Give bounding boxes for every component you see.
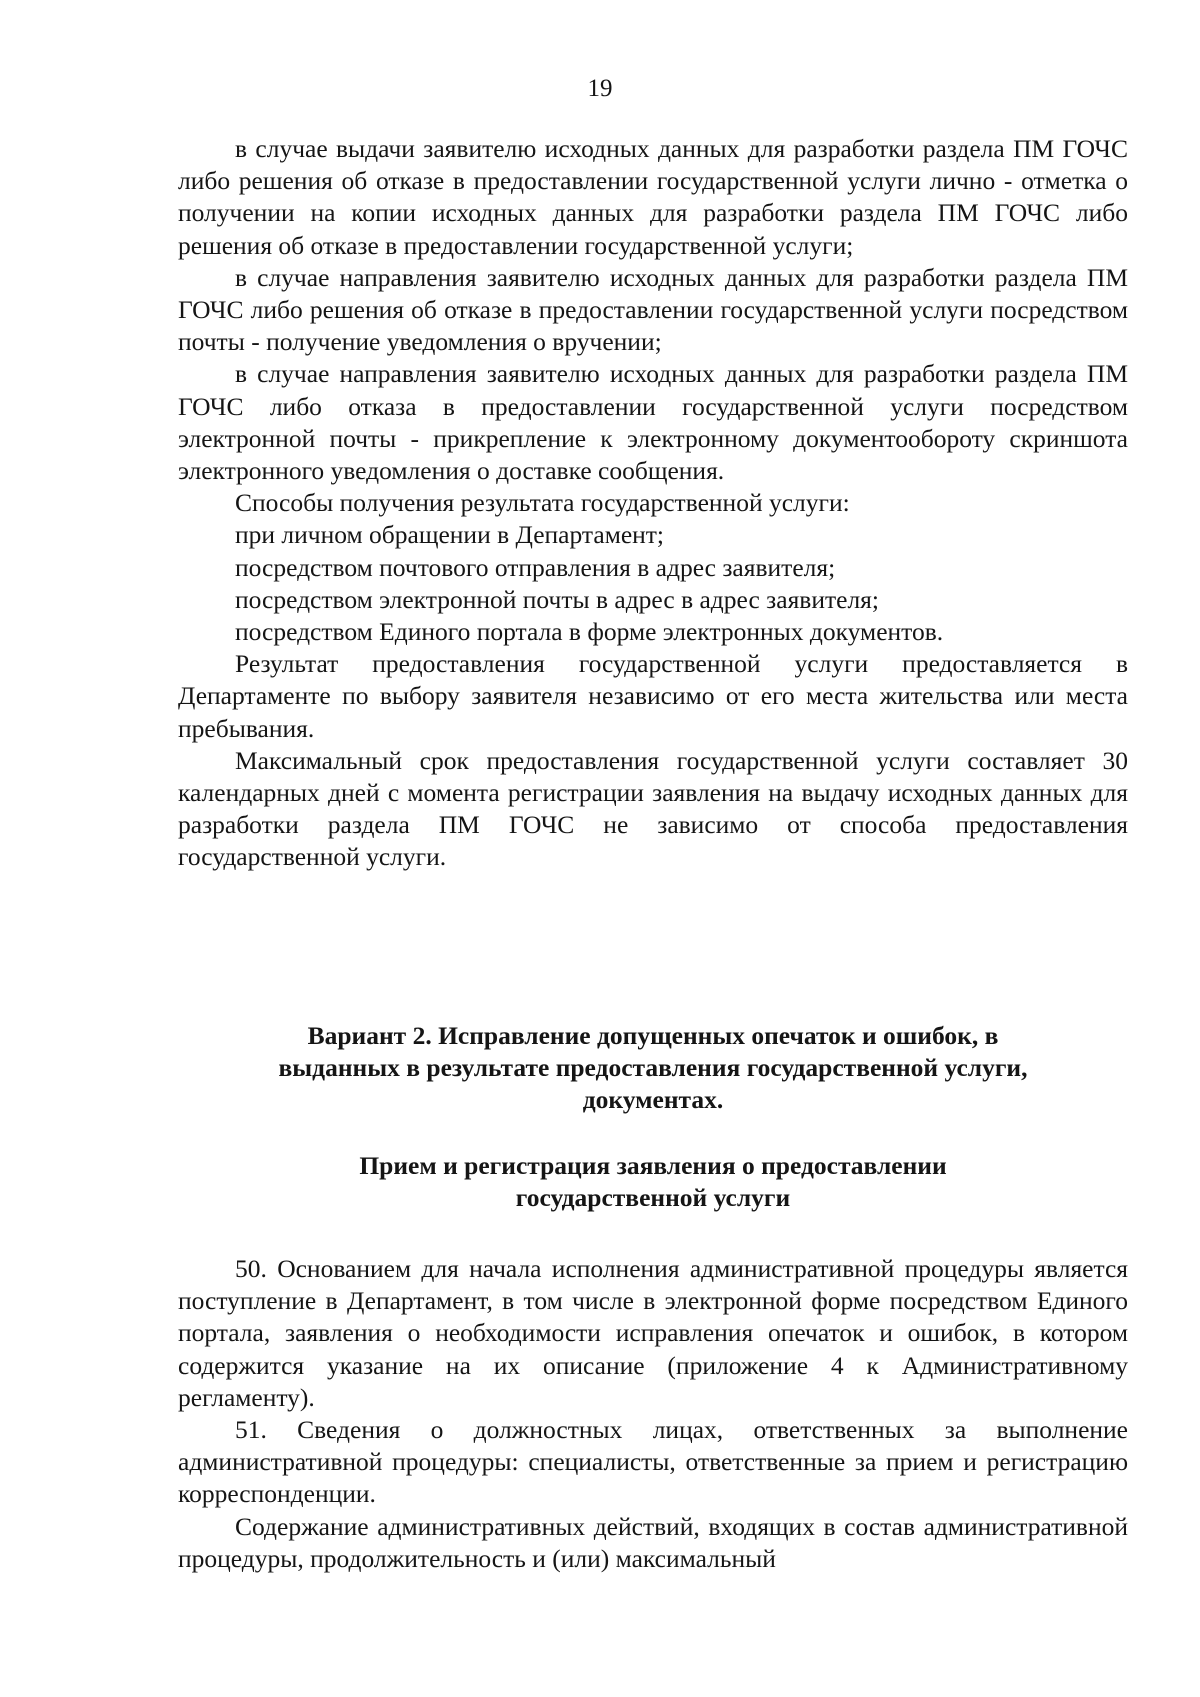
paragraph: Результат предоставления государственной услуги предоставляется в Департаменте по выбору заявителя независимо от его места жительства или места пребывания. [178, 649, 1128, 743]
paragraph: 51. Сведения о должностных лицах, ответственных за выполнение административной процедуры: специалисты, ответственные за прием и регистрацию корреспонденции. [178, 1415, 1128, 1509]
paragraph: 50. Основанием для начала исполнения административной процедуры является поступление в Департамент, в том числе в электронной форме посредством Единого портала, заявления о необходимости исправления опечаток и ошибок, в котором содержится указание на их описание (приложение 4 к Административному регламенту). [178, 1254, 1128, 1412]
list-item: посредством Единого портала в форме электронных документов. [235, 617, 944, 647]
body-text-bottom [178, 1253, 1128, 1575]
page-number: 19 [587, 75, 613, 102]
variant-heading-line: документах. [582, 1085, 724, 1114]
paragraph: Содержание административных действий, входящих в состав административной процедуры, продолжительность и (или) максимальный [178, 1511, 1128, 1573]
paragraph: Максимальный срок предоставления государственной услуги составляет 30 календарных дней с момента регистрации заявления на выдачу исходных данных для разработки раздела ПМ ГОЧС не зависимо от способа предоставления государственной услуги. [178, 745, 1128, 872]
variant-heading-line: выданных в результате предоставления государственной услуги, [278, 1053, 1028, 1082]
body-text-top [178, 133, 1128, 874]
subsection-heading-line: Прием и регистрация заявления о предоставлении [359, 1151, 947, 1180]
paragraph: в случае направления заявителю исходных данных для разработки раздела ПМ ГОЧС либо решения об отказе в предоставлении государственной услуги посредством почты - получение уведомления о вручении; [178, 262, 1128, 357]
variant-heading-line: Вариант 2. Исправление допущенных опечаток и ошибок, в [307, 1021, 999, 1050]
variant-heading [178, 1020, 1128, 1116]
list-item: при личном обращении в Департамент; [235, 520, 665, 550]
paragraph: в случае выдачи заявителю исходных данных для разработки раздела ПМ ГОЧС либо решения об отказе в предоставлении государственной услуги лично - отметка о получении на копии исходных данных для разработки раздела ПМ ГОЧС либо решения об отказе в предоставлении государственной услуги; [178, 134, 1128, 260]
list-item: посредством почтового отправления в адрес заявителя; [235, 552, 836, 582]
list-item: посредством электронной почты в адрес в адрес заявителя; [235, 584, 879, 614]
subsection-heading-line: государственной услуги [515, 1183, 791, 1212]
subsection-heading [178, 1150, 1128, 1214]
paragraph: Способы получения результата государственной услуги: [235, 488, 850, 518]
paragraph: в случае направления заявителю исходных данных для разработки раздела ПМ ГОЧС либо отказа в предоставлении государственной услуги посредством электронной почты - прикрепление к электронному документообороту скриншота электронного уведомления о доставке сообщения. [178, 359, 1128, 486]
